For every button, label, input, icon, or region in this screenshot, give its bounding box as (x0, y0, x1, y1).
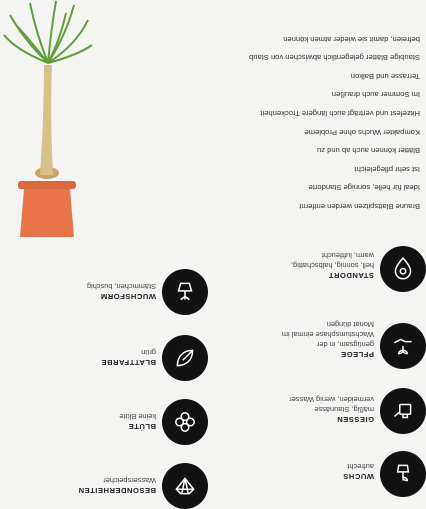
description-line: Im Sommer auch draußen (331, 90, 420, 100)
feature-text: aufrecht (347, 462, 374, 471)
hand-sprout-icon (380, 323, 426, 369)
feature-text: hell, sonnig, halbschattig, warm, luftfeucht (291, 251, 374, 270)
sprout-pot-icon (380, 451, 426, 497)
description-line: Staubige Blätter gelegentlich abwischen von Staub (249, 53, 420, 63)
feature-text: genügsam, in der Wachstumsphase einmal im Monat düngen (281, 320, 374, 349)
description-list (220, 29, 420, 215)
leaf-icon (162, 335, 208, 381)
feature-title: WUCHSFORM (100, 292, 156, 301)
description-line: Hitzefest und verträgt auch längere Trockenheit (260, 109, 420, 119)
plant-image (1, 0, 96, 245)
description-line: Blätter können auch ab und zu (316, 146, 420, 156)
description-line: befreien, damit sie wieder atmen können (283, 34, 420, 44)
feature-title: BESONDERHEITEN (78, 486, 156, 495)
description-line: Terrasse und Balkon (350, 71, 420, 81)
description-line: Ist sehr pflegeleicht (354, 164, 420, 174)
description-line: Braune Blattspitzen werden entfernt (299, 202, 420, 211)
feature-title: GIESSEN (336, 415, 374, 424)
description-line: Kompakter Wuchs ohne Probleme (304, 127, 420, 137)
feature-text: grün (141, 348, 156, 357)
feature-text: mäßig, Staunässe vermeiden, wenig Wasser (289, 395, 374, 414)
plant-pot-icon (162, 269, 208, 315)
feature-title: STANDORT (328, 271, 374, 280)
feature-text: Stämmchen, buschig (86, 282, 156, 291)
feature-text: keine Blüte (119, 412, 156, 421)
watering-can-icon (380, 388, 426, 434)
feature-title: WUCHS (342, 472, 374, 481)
location-pin-icon (380, 246, 426, 292)
feature-text: Wasserspeicher (103, 476, 156, 485)
description-line: Ideal für helle, sonnige Standorte (308, 183, 420, 193)
feature-title: PFLEGE (340, 350, 374, 359)
feature-title: BLATTFARBE (100, 358, 156, 367)
flower-icon (162, 399, 208, 445)
diamond-icon (162, 463, 208, 509)
feature-title: BLÜTE (128, 422, 156, 431)
